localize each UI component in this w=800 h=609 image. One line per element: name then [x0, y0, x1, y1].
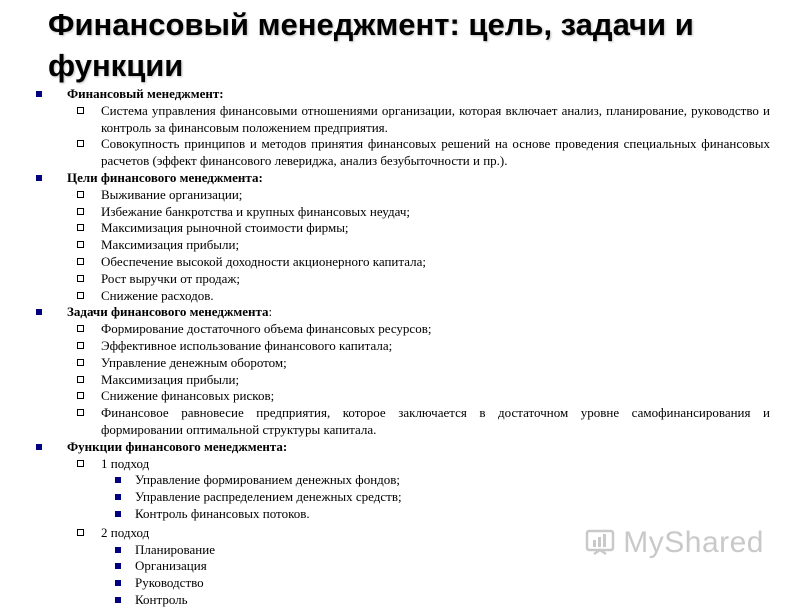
list-item: [67, 204, 770, 221]
list-item: [67, 288, 770, 305]
list-item-text: Эффективное использование финансового капитала;: [101, 337, 393, 353]
approach-label: 2 подход: [101, 524, 150, 540]
section-label: Функции финансового менеджмента:: [67, 438, 288, 454]
list-item: [101, 472, 770, 489]
square-bullet-icon: [115, 494, 121, 500]
list-item-text: Управление формированием денежных фондов;: [135, 472, 401, 488]
section-definition: [30, 86, 770, 170]
hollow-square-bullet-icon: [77, 325, 84, 332]
list-item: [67, 355, 770, 372]
section-label: Финансовый менеджмент:: [67, 86, 224, 101]
list-item: [67, 405, 770, 439]
section-label: Задачи финансового менеджмента: [67, 304, 269, 320]
list-item: [67, 338, 770, 355]
hollow-square-bullet-icon: [77, 258, 84, 265]
hollow-square-bullet-icon: [77, 392, 84, 399]
hollow-square-bullet-icon: [77, 409, 84, 416]
watermark: [585, 526, 764, 560]
list-item: [67, 372, 770, 389]
list-item: [67, 388, 770, 405]
section-goals: [30, 170, 770, 304]
list-item: [67, 271, 770, 288]
section-label-suffix: :: [268, 304, 273, 320]
list-item-text: Руководство: [135, 575, 204, 591]
list-item-text: Выживание организации;: [101, 186, 243, 202]
hollow-square-bullet-icon: [77, 208, 84, 215]
square-bullet-icon: [115, 477, 121, 483]
square-bullet-icon: [115, 511, 121, 517]
hollow-square-bullet-icon: [77, 107, 84, 114]
hollow-square-bullet-icon: [77, 359, 84, 366]
list-item-text: Снижение расходов.: [101, 287, 214, 303]
list-item-text: Максимизация прибыли;: [101, 237, 240, 253]
list-item: [101, 575, 770, 592]
list-item-text: Система управления финансовыми отношениями организации, которая включает анализ, планирование, руководство и контроль за финансовым положением предприятия.: [101, 102, 770, 135]
list-item-text: Максимизация рыночной стоимости фирмы;: [101, 220, 349, 236]
hollow-square-bullet-icon: [77, 224, 84, 231]
list-item: [67, 103, 770, 137]
hollow-square-bullet-icon: [77, 342, 84, 349]
list-item-text: Финансовое равновесие предприятия, которое заключается в достаточном уровне самофинансирования и формировании оптимальной структуры капитала.: [101, 405, 770, 437]
hollow-square-bullet-icon: [77, 529, 84, 536]
approach-label: 1 подход: [101, 455, 150, 471]
hollow-square-bullet-icon: [77, 241, 84, 248]
list-item: [101, 489, 770, 506]
list-item: [67, 187, 770, 204]
hollow-square-bullet-icon: [77, 460, 84, 467]
square-bullet-icon: [36, 309, 42, 315]
list-item-text: Формирование достаточного объема финансовых ресурсов;: [101, 321, 432, 337]
hollow-square-bullet-icon: [77, 191, 84, 198]
square-bullet-icon: [115, 580, 121, 586]
section-functions: [30, 439, 770, 609]
list-item-text: Совокупность принципов и методов принятия финансовых решений на основе проведения специальных финансовых расчетов (эффект финансового левериджа, анализ безубыточности и пр.).: [101, 136, 770, 169]
list-item-text: Рост выручки от продаж;: [101, 270, 241, 286]
list-item-text: Управление распределением денежных средств;: [135, 489, 402, 505]
square-bullet-icon: [36, 91, 42, 97]
hollow-square-bullet-icon: [77, 140, 84, 147]
list-item-text: Контроль финансовых потоков.: [135, 505, 310, 521]
approach-group: [67, 456, 770, 473]
list-item: [67, 254, 770, 271]
list-item-text: Максимизация прибыли;: [101, 371, 240, 387]
list-item: [101, 506, 770, 523]
list-item: [101, 558, 770, 575]
list-item-text: Избежание банкротства и крупных финансовых неудач;: [101, 203, 410, 219]
section-tasks: [30, 304, 770, 438]
slide-title: Финансовый менеджмент: цель, задачи и функции: [48, 7, 694, 83]
list-item-text: Организация: [135, 558, 207, 574]
list-item-text: Управление денежным оборотом;: [101, 354, 287, 370]
hollow-square-bullet-icon: [77, 376, 84, 383]
square-bullet-icon: [36, 175, 42, 181]
square-bullet-icon: [36, 444, 42, 450]
section-label: Цели финансового менеджмента:: [67, 169, 263, 185]
watermark-text: MyShared: [623, 526, 764, 559]
square-bullet-icon: [115, 547, 121, 553]
hollow-square-bullet-icon: [77, 292, 84, 299]
square-bullet-icon: [115, 563, 121, 569]
list-item-text: Обеспечение высокой доходности акционерного капитала;: [101, 253, 426, 269]
list-item: [67, 321, 770, 338]
list-item: [101, 592, 770, 609]
myshared-logo-icon: [585, 528, 617, 558]
list-item: [67, 237, 770, 254]
list-item: [67, 136, 770, 170]
list-item-text: Контроль: [135, 591, 188, 607]
section-heading: [67, 304, 770, 321]
list-item-text: Снижение финансовых рисков;: [101, 388, 275, 404]
hollow-square-bullet-icon: [77, 275, 84, 282]
list-item-text: Планирование: [135, 541, 215, 557]
list-item: [67, 220, 770, 237]
